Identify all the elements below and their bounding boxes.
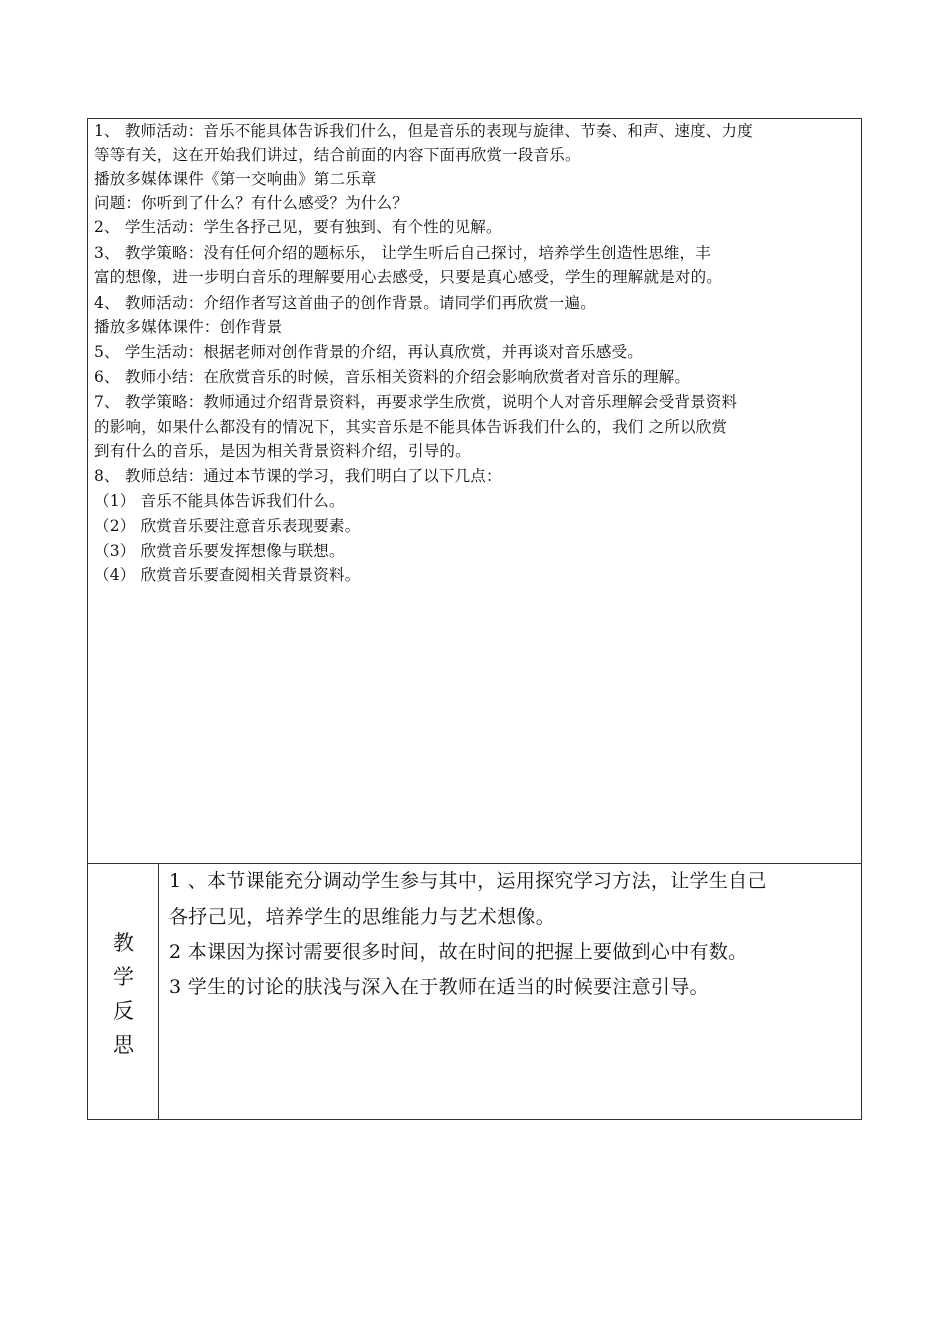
reflection-label-cell [88, 864, 159, 1119]
process-line: （1） 音乐不能具体告诉我们什么。 [94, 492, 345, 510]
reflection-line: 1 、本节课能充分调动学生参与其中，运用探究学习方法，让学生自己 [169, 870, 767, 892]
process-line: 5、 学生活动：根据老师对创作背景的介绍，再认真欣赏，并再谈对音乐感受。 [94, 343, 643, 361]
reflection-line: 2 本课因为探讨需要很多时间，故在时间的把握上要做到心中有数。 [169, 941, 748, 963]
process-line: 7、 教学策略：教师通过介绍背景资料，再要求学生欣赏，说明个人对音乐理解会受背景资料 [94, 393, 738, 411]
reflection-label-char: 教 [113, 931, 134, 955]
teaching-process-cell [88, 119, 861, 864]
process-line: 6、 教师小结：在欣赏音乐的时候，音乐相关资料的介绍会影响欣赏者对音乐的理解。 [94, 368, 691, 386]
process-line: （2） 欣赏音乐要注意音乐表现要素。 [94, 517, 361, 535]
process-line: 1、 教师活动：音乐不能具体告诉我们什么，但是音乐的表现与旋律、节奏、和声、速度、力度 [94, 122, 753, 140]
process-line: 等等有关，这在开始我们讲过，结合前面的内容下面再欣赏一段音乐。 [94, 146, 581, 164]
process-line: 的影响，如果什么都没有的情况下，其实音乐是不能具体告诉我们什么的，我们 之所以欣赏 [94, 418, 728, 436]
process-line: 播放多媒体课件：创作背景 [94, 318, 283, 336]
process-line: 8、 教师总结：通过本节课的学习，我们明白了以下几点： [94, 467, 502, 485]
reflection-label-char: 反 [113, 999, 134, 1023]
lesson-plan-table [87, 118, 862, 1120]
process-line: 富的想像，进一步明白音乐的理解要用心去感受，只要是真心感受，学生的理解就是对的。 [94, 268, 723, 286]
process-line: 问题：你听到了什么？有什么感受？为什么？ [94, 194, 409, 212]
reflection-line: 3 学生的讨论的肤浅与深入在于教师在适当的时候要注意引导。 [169, 976, 709, 998]
process-line: （4） 欣赏音乐要查阅相关背景资料。 [94, 566, 361, 584]
reflection-label-char: 思 [113, 1033, 134, 1057]
reflection-label-char: 学 [113, 965, 134, 989]
process-line: 2、 学生活动：学生各抒己见，要有独到、有个性的见解。 [94, 218, 502, 236]
process-line: 3、 教学策略：没有任何介绍的题标乐， 让学生听后自己探讨，培养学生创造性思维，丰 [94, 244, 711, 262]
reflection-content-cell [159, 864, 861, 1119]
process-line: 到有什么的音乐，是因为相关背景资料介绍，引导的。 [94, 442, 471, 460]
reflection-row [88, 864, 861, 1119]
process-line: 播放多媒体课件《第一交响曲》第二乐章 [94, 170, 377, 188]
process-line: （3） 欣赏音乐要发挥想像与联想。 [94, 542, 345, 560]
process-line: 4、 教师活动：介绍作者写这首曲子的创作背景。请同学们再欣赏一遍。 [94, 294, 596, 312]
reflection-line: 各抒己见，培养学生的思维能力与艺术想像。 [169, 906, 556, 928]
